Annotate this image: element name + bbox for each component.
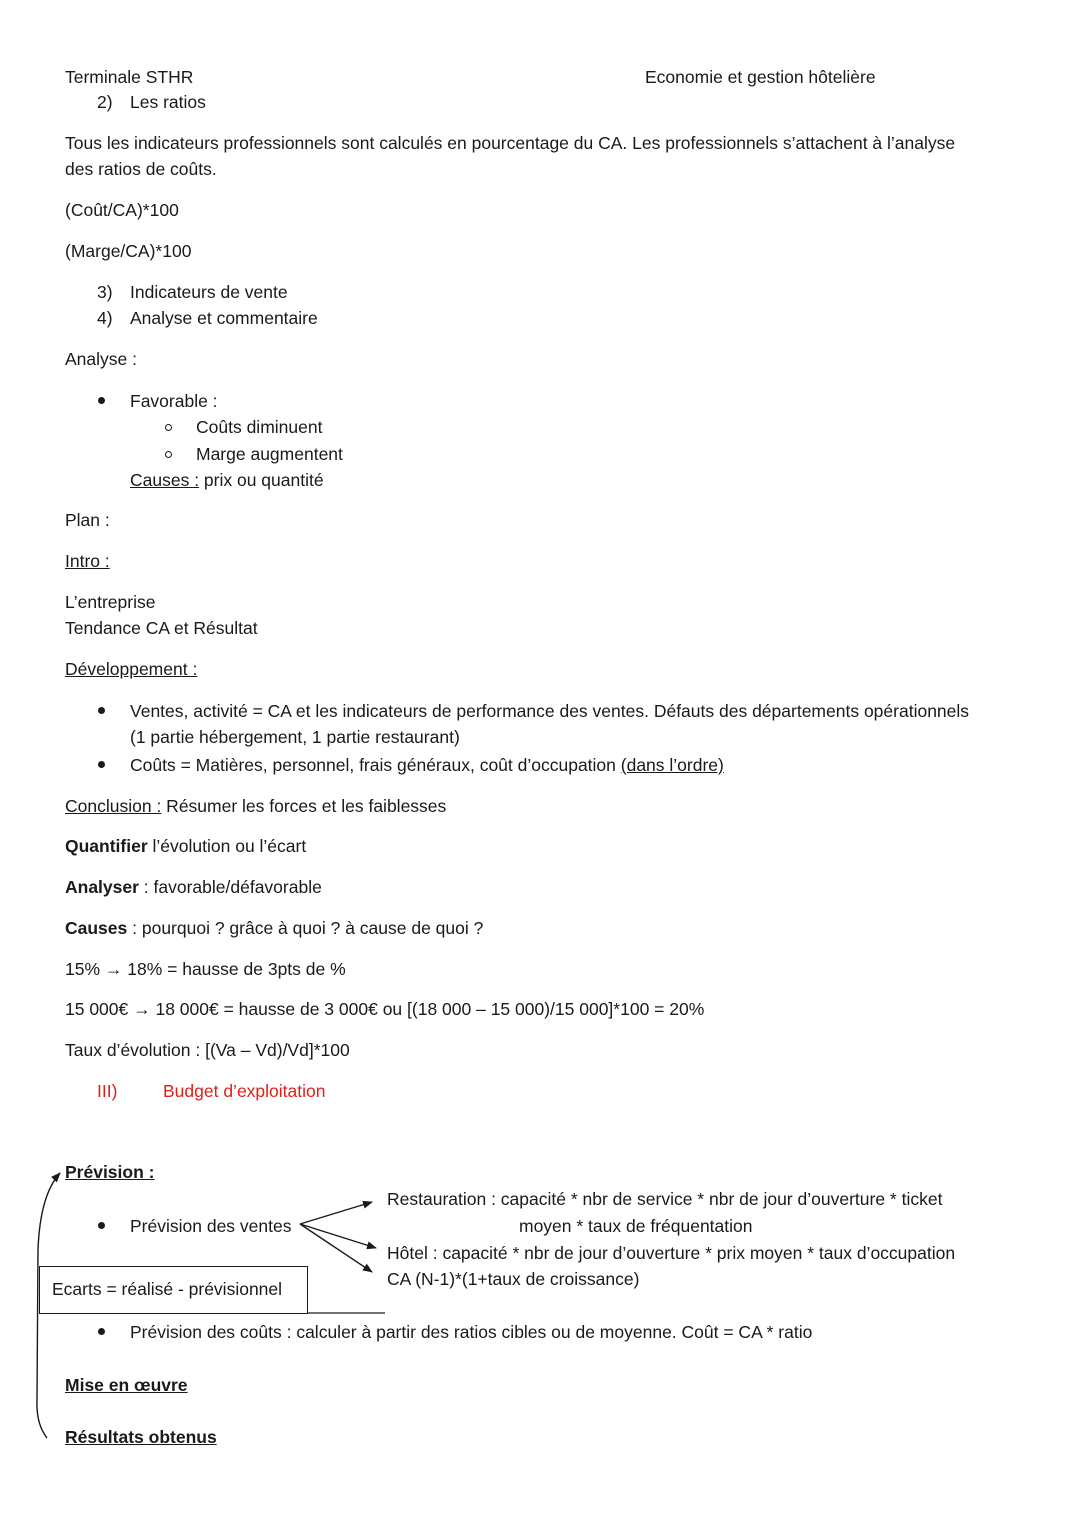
intro-line-1: L’entreprise [65, 592, 156, 612]
subject-label: Economie et gestion hôtelière [645, 67, 876, 87]
analyser-label: Analyser [65, 877, 139, 897]
favorable-label: Favorable : [130, 391, 218, 411]
prevision-heading: Prévision : [65, 1162, 155, 1182]
cost-forecast: Prévision des coûts : calculer à partir des ratios cibles ou de moyenne. Coût = CA * ratio [130, 1322, 813, 1342]
section-3-title: Indicateurs de vente [130, 282, 288, 302]
intro-line-2: Tendance CA et Résultat [65, 618, 258, 638]
section-2-title: Les ratios [130, 92, 206, 112]
quantifier-text: l’évolution ou l’écart [147, 836, 307, 856]
section-4-title: Analyse et commentaire [130, 308, 318, 328]
development-item-1-line-2: (1 partie hébergement, 1 partie restaurant) [130, 727, 460, 747]
favorable-item-margin: Marge augmentent [196, 444, 343, 464]
hotel-formula: Hôtel : capacité * nbr de jour d’ouverture * prix moyen * taux d’occupation [387, 1243, 956, 1263]
development-item-1-line-1: Ventes, activité = CA et les indicateurs de performance des ventes. Défauts des départements opérationnels [130, 701, 970, 721]
quantifier-label: Quantifier [65, 836, 148, 856]
results-heading: Résultats obtenus [65, 1427, 217, 1447]
section-3-number: 3) [97, 282, 113, 302]
plan-label: Plan : [65, 510, 110, 530]
conclusion-text: Résumer les forces et les faiblesses [161, 796, 447, 816]
favorable-item-costs: Coûts diminuent [196, 417, 323, 437]
conclusion-label: Conclusion : [65, 796, 162, 816]
causes-text: prix ou quantité [199, 470, 324, 490]
sales-forecast-label: Prévision des ventes [130, 1216, 292, 1236]
variance-formula: Ecarts = réalisé - prévisionnel [52, 1279, 283, 1299]
implementation-heading: Mise en œuvre [65, 1375, 188, 1395]
section-2-number: 2) [97, 92, 113, 112]
development-heading: Développement : [65, 659, 198, 679]
development-item-2-text: Coûts = Matières, personnel, frais généraux, coût d’occupation [130, 755, 621, 775]
section-III-title: Budget d’exploitation [163, 1081, 326, 1101]
growth-rate-formula: Taux d’évolution : [(Va – Vd)/Vd]*100 [65, 1040, 350, 1060]
analyse-label: Analyse : [65, 349, 137, 369]
intro-paragraph-line-2: des ratios de coûts. [65, 159, 217, 179]
section-III-number: III) [97, 1081, 118, 1101]
intro-heading: Intro : [65, 551, 110, 571]
analyser-text: : favorable/défavorable [138, 877, 322, 897]
revenue-growth-formula: CA (N-1)*(1+taux de croissance) [387, 1269, 640, 1289]
bullet-icon [98, 1328, 105, 1335]
example-percentage: 15% → 18% = hausse de 3pts de % [65, 959, 346, 979]
example-amount: 15 000€ → 18 000€ = hausse de 3 000€ ou [(18 000 – 15 000)/15 000]*100 = 20% [65, 999, 705, 1019]
restaurant-formula-line-2: moyen * taux de fréquentation [519, 1216, 753, 1236]
variance-box [39, 1266, 308, 1314]
margin-ratio-formula: (Marge/CA)*100 [65, 241, 192, 261]
cost-ratio-formula: (Coût/CA)*100 [65, 200, 179, 220]
causes-question-text: : pourquoi ? grâce à quoi ? à cause de quoi ? [127, 918, 484, 938]
causes-question-label: Causes [65, 918, 128, 938]
bullet-icon [98, 1222, 105, 1229]
causes-label: Causes : [130, 470, 200, 490]
section-4-number: 4) [97, 308, 113, 328]
course-label: Terminale STHR [65, 67, 194, 87]
restaurant-formula-line-1: Restauration : capacité * nbr de service * nbr de jour d’ouverture * ticket [387, 1189, 943, 1209]
intro-paragraph-line-1: Tous les indicateurs professionnels sont calculés en pourcentage du CA. Les professionnels s’attachent à l’analyse [65, 133, 956, 153]
development-item-2-note: (dans l’ordre) [620, 755, 724, 775]
